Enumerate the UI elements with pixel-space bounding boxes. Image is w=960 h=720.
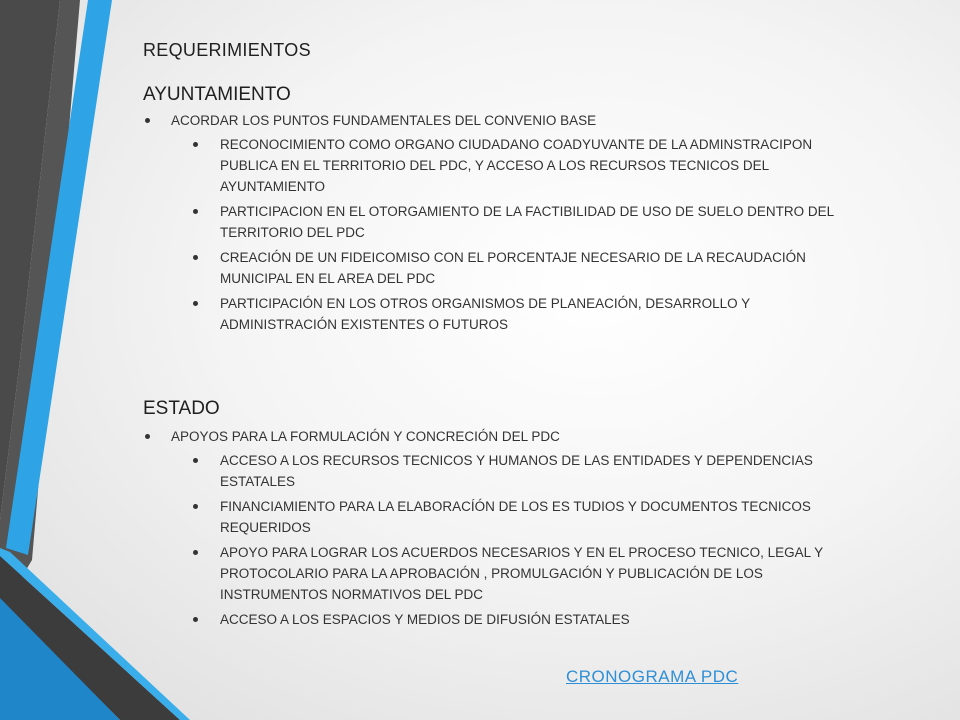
bullet-icon [193, 504, 198, 509]
cronograma-link[interactable]: CRONOGRAMA PDC [566, 667, 739, 686]
bullet-icon [145, 118, 150, 123]
estado-sub-item [143, 542, 873, 605]
list-item-text: PARTICIPACIÓN EN LOS OTROS ORGANISMOS DE PLANEACIÓN, DESARROLLO Y ADMINISTRACIÓN EXISTENTES O FUTUROS [220, 296, 750, 332]
ayuntamiento-sub-item [143, 134, 873, 197]
ayuntamiento-list [143, 110, 873, 335]
bullet-icon [193, 301, 198, 306]
bullet-icon [193, 458, 198, 463]
estado-list [143, 426, 873, 630]
list-item-text: RECONOCIMIENTO COMO ORGANO CIUDADANO COADYUVANTE DE LA ADMINSTRACIPON PUBLICA EN EL TERRITORIO DEL PDC, Y ACCESO A LOS RECURSOS TECNICOS DEL AYUNTAMIENTO [220, 137, 813, 194]
bullet-icon [193, 142, 198, 147]
bullet-icon [193, 617, 198, 622]
bullet-icon [193, 209, 198, 214]
estado-sub-item [143, 609, 873, 630]
list-item-text: CREACIÓN DE UN FIDEICOMISO CON EL PORCENTAJE NECESARIO DE LA RECAUDACIÓN MUNICIPAL EN EL AREA DEL PDC [220, 250, 806, 286]
list-item-text: PARTICIPACION EN EL OTORGAMIENTO DE LA FACTIBILIDAD DE USO DE SUELO DENTRO DEL TERRITORIO DEL PDC [220, 204, 834, 240]
ayuntamiento-sub-item [143, 293, 873, 335]
bullet-icon [193, 255, 198, 260]
ayuntamiento-heading: AYUNTAMIENTO [143, 84, 291, 105]
list-item-text: ACCESO A LOS ESPACIOS Y MEDIOS DE DIFUSIÓN ESTATALES [220, 612, 630, 627]
slide-title: REQUERIMIENTOS [143, 40, 311, 60]
estado-sub-item [143, 450, 873, 492]
ayuntamiento-sub-item [143, 247, 873, 289]
list-item-text: ACORDAR LOS PUNTOS FUNDAMENTALES DEL CONVENIO BASE [171, 113, 597, 128]
ayuntamiento-main-item [143, 110, 873, 131]
list-item-text: ACCESO A LOS RECURSOS TECNICOS Y HUMANOS DE LAS ENTIDADES Y DEPENDENCIAS ESTATALES [220, 453, 813, 489]
estado-heading: ESTADO [143, 398, 220, 419]
list-item-text: APOYOS PARA LA FORMULACIÓN Y CONCRECIÓN DEL PDC [171, 429, 560, 444]
bullet-icon [145, 434, 150, 439]
list-item-text: FINANCIAMIENTO PARA LA ELABORACÍÓN DE LOS ES TUDIOS Y DOCUMENTOS TECNICOS REQUERIDOS [220, 499, 811, 535]
estado-main-item [143, 426, 873, 447]
list-item-text: APOYO PARA LOGRAR LOS ACUERDOS NECESARIOS Y EN EL PROCESO TECNICO, LEGAL Y PROTOCOLARIO PARA LA APROBACIÓN , PROMULGACIÓN Y PUBLICACIÓN DE LOS INSTRUMENTOS NORMATIVOS DEL PDC [220, 545, 823, 602]
bullet-icon [193, 550, 198, 555]
estado-sub-item [143, 496, 873, 538]
ayuntamiento-sub-item [143, 201, 873, 243]
